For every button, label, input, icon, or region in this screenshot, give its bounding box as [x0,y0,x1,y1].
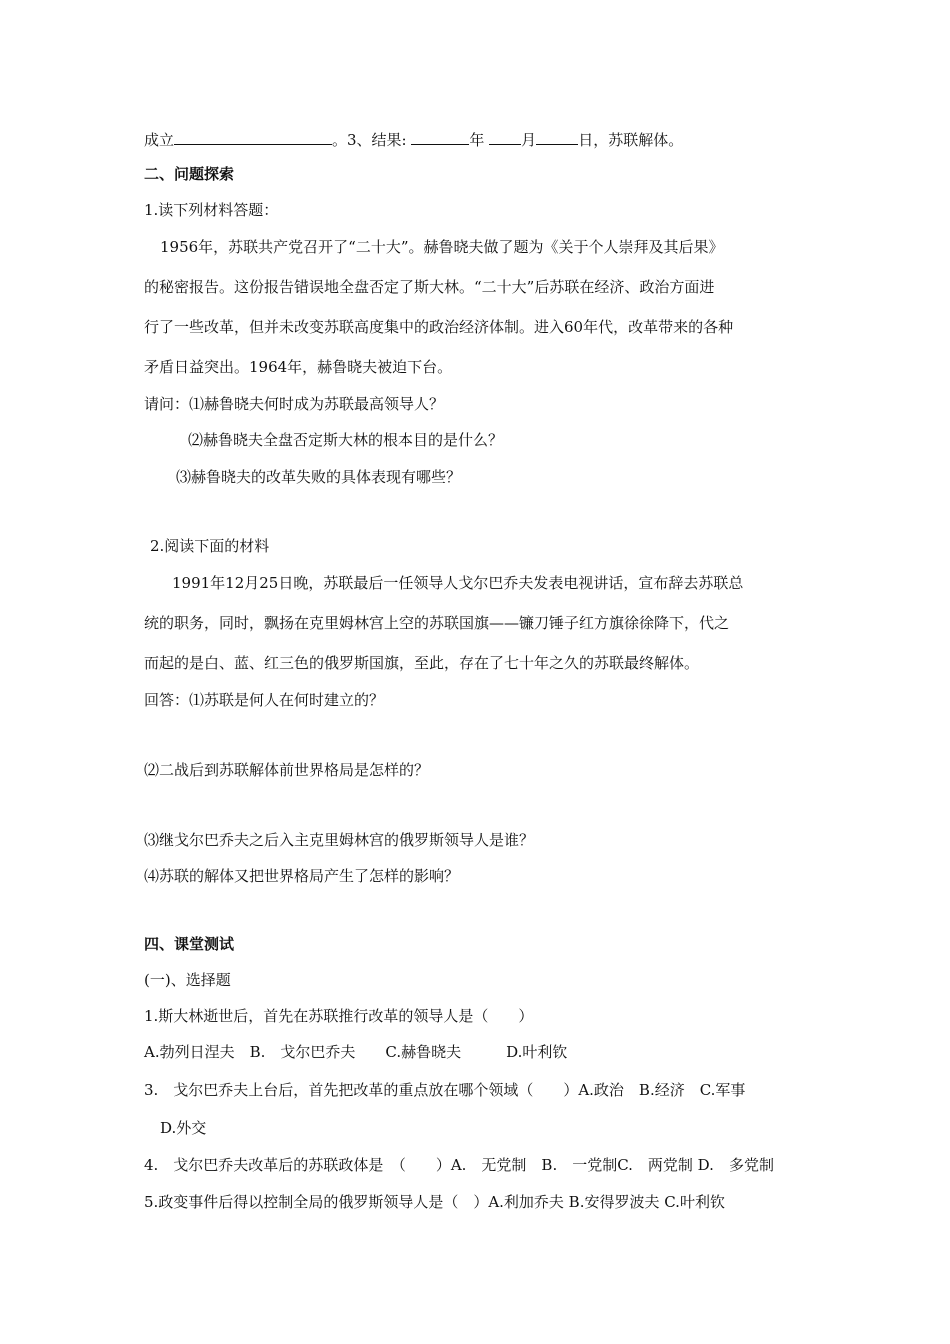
mc-question-1: 1.斯大林逝世后，首先在苏联推行改革的领导人是（ ） [144,1007,534,1025]
q1-paragraph-line: 行了一些改革，但并未改变苏联高度集中的政治经济体制。进入60年代，改革带来的各种 [144,318,734,336]
blank-day[interactable] [536,128,578,145]
blank-established[interactable] [174,128,332,145]
mc-question-3-option-d: D.外交 [160,1119,207,1137]
q1-paragraph-line: 矛盾日益突出。1964年，赫鲁晓夫被迫下台。 [144,358,453,376]
text-result: 。3、结果: [332,131,412,149]
q2-subquestion-2: ⑵二战后到苏联解体前世界格局是怎样的？ [144,761,430,779]
q2-subquestion-4: ⑷苏联的解体又把世界格局产生了怎样的影响？ [144,867,460,885]
mc-question-5: 5.政变事件后得以控制全局的俄罗斯领导人是（ ）A.利加乔夫 B.安得罗波夫 C.叶利钦 [144,1193,725,1211]
blank-year[interactable] [411,128,469,145]
multiple-choice-heading: (一)、选择题 [144,971,231,989]
q1-paragraph-line: 的秘密报告。这份报告错误地全盘否定了斯大林。“二十大”后苏联在经济、政治方面进 [144,278,715,296]
mc-question-3: 3. 戈尔巴乔夫上台后，首先把改革的重点放在哪个领域（ ）A.政治 B.经济 C.军事 [144,1081,746,1099]
question2-title: 2.阅读下面的材料 [150,537,270,555]
q2-subquestion-3: ⑶继戈尔巴乔夫之后入主克里姆林宫的俄罗斯领导人是谁？ [144,831,535,849]
section-heading-class-test: 四、课堂测试 [144,935,235,953]
section-heading-problem-exploration: 二、问题探索 [144,165,235,183]
question1-title: 1.读下列材料答题： [144,201,279,219]
q2-subquestion-1: 回答：⑴苏联是何人在何时建立的？ [144,691,385,709]
q2-paragraph-line: 而起的是白、蓝、红三色的俄罗斯国旗，至此，存在了七十年之久的苏联最终解体。 [144,654,700,672]
q2-paragraph-line: 1991年12月25日晚，苏联最后一任领导人戈尔巴乔夫发表电视讲话，宣布辞去苏联总 [172,574,744,592]
text-month: 月 [521,131,537,149]
q1-subquestion-3: ⑶赫鲁晓夫的改革失败的具体表现有哪些？ [176,468,462,486]
q1-paragraph-line: 1956年，苏联共产党召开了“二十大”。赫鲁晓夫做了题为《关于个人崇拜及其后果》 [160,238,724,256]
text-year: 年 [469,131,490,149]
top-line [144,128,683,150]
q1-subquestion-1: 请问：⑴赫鲁晓夫何时成为苏联最高领导人？ [144,395,445,413]
blank-month[interactable] [489,128,521,145]
mc-question-4: 4. 戈尔巴乔夫改革后的苏联政体是 （ ）A. 无党制 B. 一党制C. 两党制 D. 多党制 [144,1156,774,1174]
mc-question-1-options: A.勃列日涅夫 B. 戈尔巴乔夫 C.赫鲁晓夫 D.叶利钦 [144,1043,568,1061]
q1-subquestion-2: ⑵赫鲁晓夫全盘否定斯大林的根本目的是什么？ [188,431,504,449]
text-day: 日，苏联解体。 [578,131,684,149]
q2-paragraph-line: 统的职务，同时，飘扬在克里姆林宫上空的苏联国旗——镰刀锤子红方旗徐徐降下，代之 [144,614,730,632]
text-established: 成立 [144,131,175,149]
